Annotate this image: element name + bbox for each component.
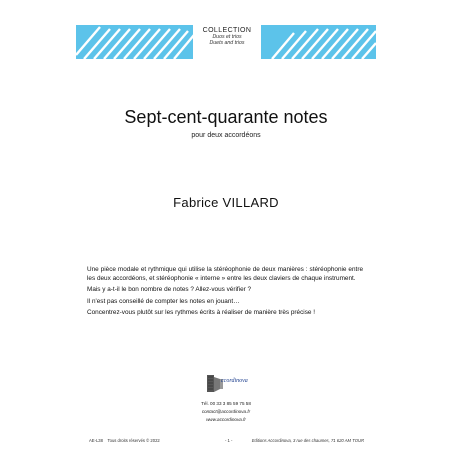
footer-page-number: - 1 - <box>225 438 233 443</box>
accordinova-logo <box>205 373 249 395</box>
description <box>87 266 363 321</box>
collection-line-en: Duets and trios <box>209 40 245 46</box>
banner-label-box <box>193 25 261 59</box>
description-paragraph: Une pièce modale et rythmique qui utilise la stéréophonie de deux manières : stéréophonie entre les deux accordéons, et stéréophonie « interne » entre les deux claviers de chaque instrument. <box>87 266 363 282</box>
contact-website[interactable]: www.accordinova.fr <box>206 417 246 422</box>
collection-title: COLLECTION <box>202 27 252 34</box>
contact-phone: Tél. 00 33 3 85 59 75 58 <box>201 401 251 406</box>
contact-block <box>0 400 452 424</box>
description-paragraph: Mais y a-t-il le bon nombre de notes ? Allez-vous vérifier ? <box>87 286 252 294</box>
composer-name: Fabrice VILLARD <box>173 195 279 210</box>
contact-email[interactable]: contact@accordinova.fr <box>201 409 251 414</box>
footer-reference: AE-L38 <box>89 438 103 443</box>
footer-copyright: Tous droits réservés © 2022 <box>107 438 160 443</box>
footer-ref <box>89 438 160 443</box>
piece-title: Sept-cent-quarante notes <box>124 107 328 127</box>
logo-wordmark: ccordinova <box>221 378 248 384</box>
collection-line-fr: Duos et trios <box>212 34 242 40</box>
description-paragraph: Il n'est pas conseillé de compter les notes en jouant… <box>87 297 240 305</box>
collection-banner <box>76 25 376 59</box>
description-paragraph: Concentrez-vous plutôt sur les rythmes écrits à réaliser de manière très précise ! <box>87 309 316 317</box>
piece-subtitle: pour deux accordéons <box>191 132 261 139</box>
footer-publisher: Editions Accordinova, 3 rue des chaumes, 71 620 AM TOUR <box>251 438 364 443</box>
accordion-logo-icon <box>205 373 249 395</box>
